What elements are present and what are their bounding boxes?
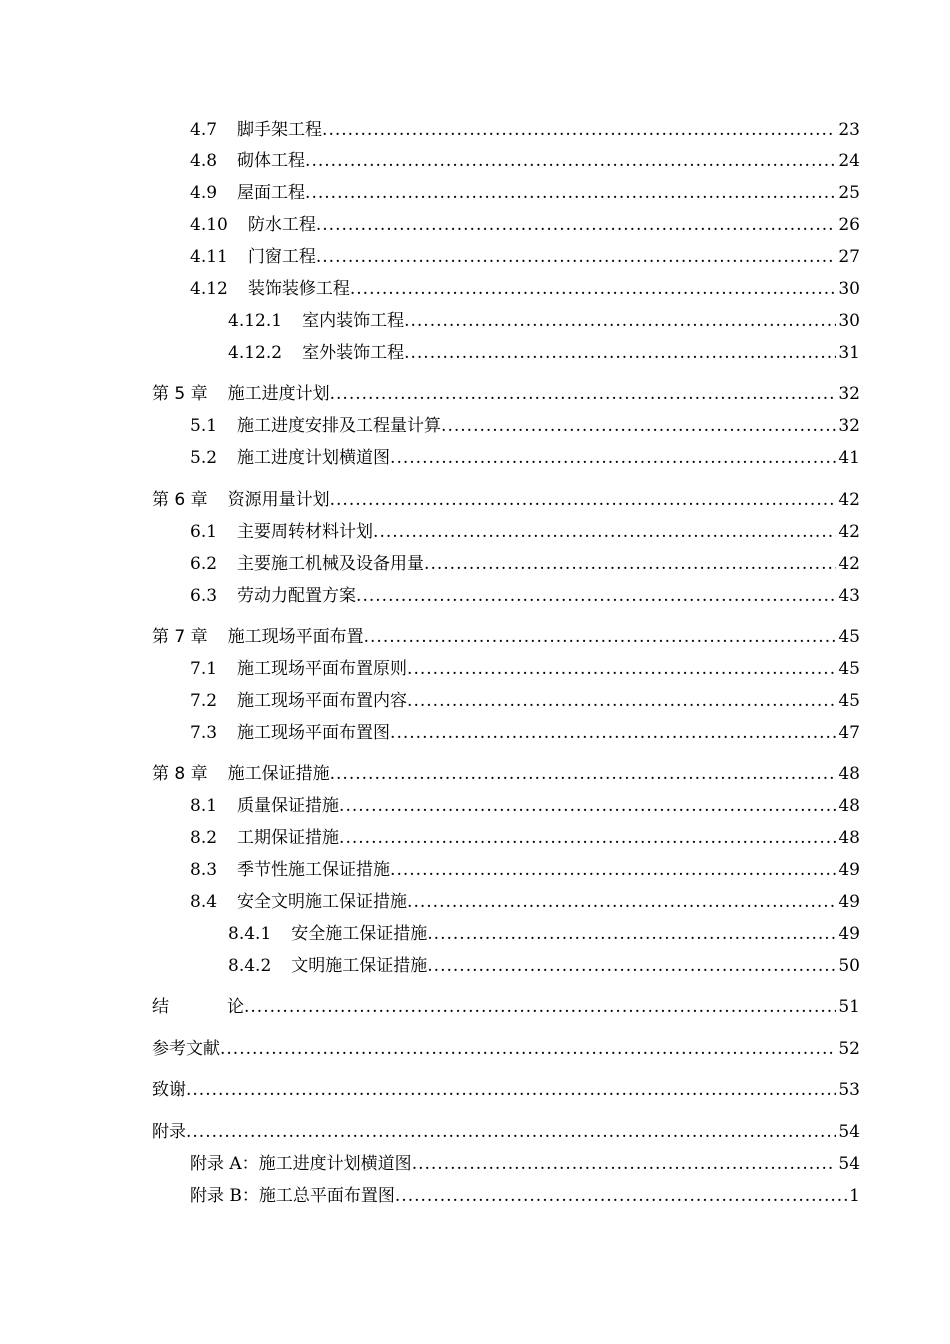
toc-entry-number: 4.12.1 — [228, 311, 283, 331]
toc-entry-title: 砌体工程 — [237, 151, 306, 171]
toc-entry-page-number: 47 — [838, 723, 860, 743]
dot-leader — [441, 415, 836, 437]
toc-entry[interactable] — [190, 658, 860, 680]
toc-entry-number: 4.12 — [190, 279, 228, 299]
toc-entry-title: 参考文献 — [152, 1039, 220, 1059]
dot-leader — [316, 246, 837, 268]
toc-entry-title: 工期保证措施 — [237, 828, 340, 848]
toc-entry-number: 8.4 — [190, 892, 218, 912]
toc-entry-page-number: 50 — [838, 956, 860, 976]
dot-leader — [186, 1079, 836, 1101]
toc-entry[interactable] — [190, 182, 860, 204]
dot-leader — [390, 447, 836, 469]
toc-entry[interactable] — [228, 923, 860, 945]
toc-entry[interactable] — [190, 827, 860, 849]
dot-leader — [305, 182, 836, 204]
toc-entry-number: 4.7 — [190, 120, 218, 140]
dot-leader — [395, 1185, 847, 1207]
toc-entry-page-number: 48 — [838, 828, 860, 848]
toc-entry-number: 5.2 — [190, 448, 218, 468]
toc-entry[interactable] — [190, 278, 860, 300]
dot-leader — [407, 690, 836, 712]
toc-entry-title: 附录 — [152, 1122, 186, 1142]
toc-entry-page-number: 30 — [838, 279, 860, 299]
toc-entry-title: 施工现场平面布置内容 — [237, 691, 408, 711]
toc-entry[interactable] — [190, 214, 860, 236]
dot-leader — [390, 722, 836, 744]
dot-leader — [407, 658, 836, 680]
toc-entry[interactable] — [190, 415, 860, 437]
toc-entry-number: 4.11 — [190, 247, 228, 267]
toc-entry-page-number: 26 — [838, 215, 860, 235]
dot-leader — [356, 585, 836, 607]
toc-entry-number: 6.3 — [190, 586, 218, 606]
dot-leader — [427, 955, 836, 977]
toc-entry-page-number: 53 — [838, 1080, 860, 1100]
dot-leader — [404, 342, 836, 364]
toc-entry-number: 4.9 — [190, 183, 218, 203]
toc-entry-number: 6.2 — [190, 554, 218, 574]
toc-entry-page-number: 42 — [838, 522, 860, 542]
toc-entry[interactable] — [152, 626, 860, 648]
dot-leader — [364, 626, 837, 648]
toc-entry-title: 质量保证措施 — [237, 796, 340, 816]
dot-leader — [373, 521, 836, 543]
dot-leader — [186, 1121, 836, 1143]
toc-entry-title: 室外装饰工程 — [302, 343, 405, 363]
toc-entry[interactable] — [152, 763, 860, 785]
toc-entry-page-number: 45 — [838, 691, 860, 711]
toc-entry-number: 结 — [152, 997, 169, 1017]
toc-entry-page-number: 51 — [838, 997, 860, 1017]
toc-entry-page-number: 30 — [838, 311, 860, 331]
toc-entry-page-number: 31 — [838, 343, 860, 363]
toc-entry-title: 装饰装修工程 — [247, 279, 350, 299]
toc-entry[interactable] — [228, 310, 860, 332]
toc-entry[interactable] — [190, 447, 860, 469]
toc-entry-page-number: 48 — [838, 796, 860, 816]
toc-entry-number: 7.2 — [190, 691, 218, 711]
toc-entry-number: 4.10 — [190, 215, 228, 235]
toc-entry-number: 8.4.2 — [228, 956, 272, 976]
toc-entry-page-number: 27 — [838, 247, 860, 267]
toc-entry-title: 主要周转材料计划 — [237, 522, 374, 542]
toc-entry[interactable] — [152, 489, 860, 511]
toc-entry-number: 第 7 章 — [152, 627, 208, 647]
toc-entry-title: 施工现场平面布置原则 — [237, 659, 408, 679]
toc-entry[interactable] — [190, 553, 860, 575]
dot-leader — [330, 489, 837, 511]
toc-entry-number: 7.1 — [190, 659, 218, 679]
toc-entry[interactable] — [190, 1185, 860, 1207]
toc-entry-title: 劳动力配置方案 — [237, 586, 357, 606]
toc-entry-number: 5.1 — [190, 416, 218, 436]
toc-entry-page-number: 54 — [838, 1122, 860, 1142]
toc-entry-title: 季节性施工保证措施 — [237, 860, 391, 880]
toc-entry[interactable] — [190, 859, 860, 881]
toc-entry-title: 室内装饰工程 — [302, 311, 405, 331]
toc-entry-title: 施工进度计划 — [227, 384, 330, 404]
toc-entry-number: 8.2 — [190, 828, 218, 848]
toc-entry-title: 脚手架工程 — [237, 120, 323, 140]
toc-entry[interactable] — [190, 795, 860, 817]
dot-leader — [350, 278, 837, 300]
toc-entry-page-number: 49 — [838, 892, 860, 912]
toc-entry-title: 施工进度安排及工程量计算 — [237, 416, 442, 436]
toc-entry-number: 4.12.2 — [228, 343, 283, 363]
toc-entry-number: 第 5 章 — [152, 384, 208, 404]
toc-entry-page-number: 43 — [838, 586, 860, 606]
toc-entry-page-number: 32 — [838, 416, 860, 436]
toc-entry-page-number: 24 — [838, 151, 860, 171]
toc-entry-title: 附录 A：施工进度计划横道图 — [190, 1154, 412, 1174]
toc-entry-page-number: 48 — [838, 764, 860, 784]
toc-entry-title: 论 — [227, 997, 244, 1017]
dot-leader — [407, 891, 836, 913]
toc-entry[interactable] — [152, 383, 860, 405]
dot-leader — [305, 150, 836, 172]
dot-leader — [390, 859, 836, 881]
toc-entry-page-number: 42 — [838, 554, 860, 574]
toc-entry[interactable] — [190, 1153, 860, 1175]
toc-entry-title: 防水工程 — [247, 215, 316, 235]
toc-entry-page-number: 23 — [838, 120, 860, 140]
toc-entry[interactable] — [152, 996, 860, 1018]
toc-entry[interactable] — [152, 1079, 860, 1101]
toc-entry[interactable] — [190, 521, 860, 543]
toc-entry-title: 施工保证措施 — [227, 764, 330, 784]
toc-entry-page-number: 54 — [838, 1154, 860, 1174]
toc-entry-page-number: 41 — [838, 448, 860, 468]
toc-entry-number: 8.4.1 — [228, 924, 272, 944]
toc-entry-page-number: 52 — [838, 1039, 860, 1059]
toc-entry[interactable] — [152, 1121, 860, 1143]
toc-entry-page-number: 1 — [849, 1186, 860, 1206]
toc-entry-number: 6.1 — [190, 522, 218, 542]
toc-entry-number: 4.8 — [190, 151, 218, 171]
dot-leader — [330, 763, 837, 785]
dot-leader — [412, 1153, 837, 1175]
toc-entry[interactable] — [190, 690, 860, 712]
dot-leader — [339, 827, 836, 849]
toc-entry-number: 第 6 章 — [152, 490, 208, 510]
toc-entry-title: 屋面工程 — [237, 183, 306, 203]
dot-leader — [424, 553, 836, 575]
toc-entry-title: 致谢 — [152, 1080, 186, 1100]
toc-entry-title: 安全文明施工保证措施 — [237, 892, 408, 912]
toc-entry[interactable] — [190, 722, 860, 744]
toc-entry-title: 安全施工保证措施 — [291, 924, 428, 944]
toc-entry[interactable] — [190, 585, 860, 607]
toc-entry-title: 施工现场平面布置图 — [237, 723, 391, 743]
toc-entry-title: 资源用量计划 — [227, 490, 330, 510]
toc-entry-number: 7.3 — [190, 723, 218, 743]
toc-entry[interactable] — [190, 246, 860, 268]
toc-entry-title: 文明施工保证措施 — [291, 956, 428, 976]
toc-entry-title: 施工现场平面布置 — [227, 627, 364, 647]
toc-entry-page-number: 42 — [838, 490, 860, 510]
dot-leader — [427, 923, 836, 945]
dot-leader — [244, 996, 836, 1018]
toc-entry-page-number: 45 — [838, 659, 860, 679]
toc-entry-page-number: 25 — [838, 183, 860, 203]
toc-entry-title: 门窗工程 — [247, 247, 316, 267]
toc-entry[interactable] — [228, 955, 860, 977]
dot-leader — [330, 383, 837, 405]
toc-entry-number: 8.1 — [190, 796, 218, 816]
dot-leader — [316, 214, 837, 236]
toc-entry-title: 主要施工机械及设备用量 — [237, 554, 425, 574]
dot-leader — [339, 795, 836, 817]
toc-entry[interactable] — [190, 119, 860, 141]
toc-entry-page-number: 45 — [838, 627, 860, 647]
toc-entry-number: 第 8 章 — [152, 764, 208, 784]
dot-leader — [220, 1038, 836, 1060]
toc-entry[interactable] — [228, 342, 860, 364]
toc-entry[interactable] — [190, 150, 860, 172]
toc-entry[interactable] — [152, 1038, 860, 1060]
toc-entry-page-number: 49 — [838, 860, 860, 880]
toc-entry-number: 8.3 — [190, 860, 218, 880]
toc-entry-page-number: 49 — [838, 924, 860, 944]
toc-entry-title: 施工进度计划横道图 — [237, 448, 391, 468]
toc-entry-title: 附录 B：施工总平面布置图 — [190, 1186, 395, 1206]
toc-entry[interactable] — [190, 891, 860, 913]
toc-entry-page-number: 32 — [838, 384, 860, 404]
dot-leader — [322, 119, 836, 141]
dot-leader — [404, 310, 836, 332]
